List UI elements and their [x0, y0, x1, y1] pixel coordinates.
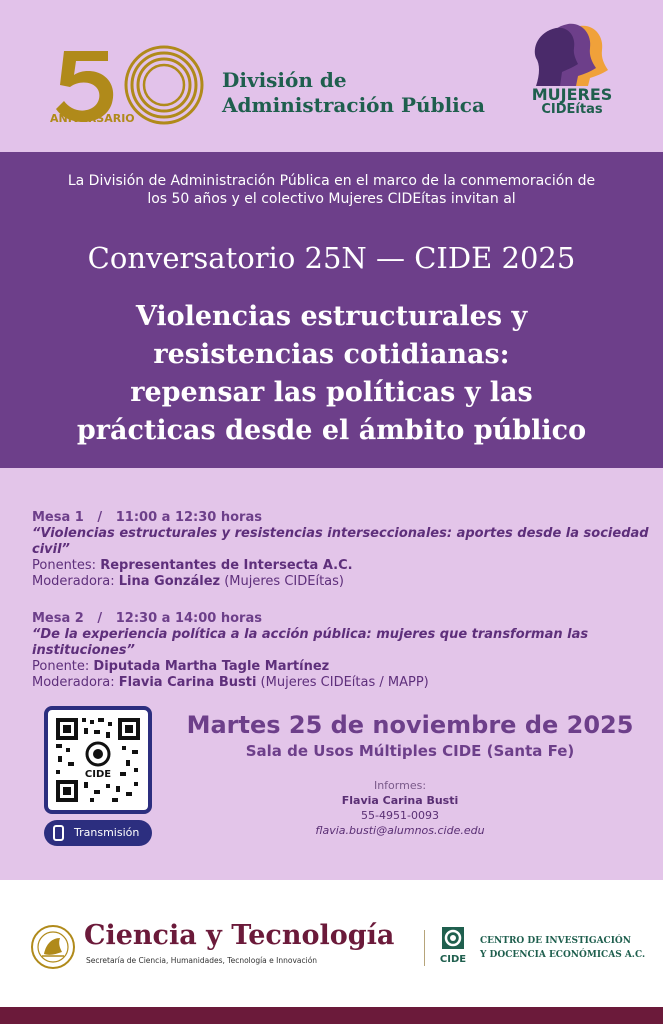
- panel-2-head: Mesa 2 / 12:30 a 14:00 horas: [32, 611, 262, 626]
- info-phone: 55-4951-0093: [361, 809, 439, 822]
- event-date: Martes 25 de noviembre de 2025: [186, 711, 634, 739]
- mujeres-sub: CIDEítas: [541, 102, 603, 117]
- subject-line1: Violencias estructurales y: [135, 301, 528, 332]
- title-band: [0, 152, 663, 468]
- moderator-label: Moderadora:: [32, 574, 119, 589]
- cide-logo: [438, 926, 468, 966]
- phone-icon: [53, 825, 64, 841]
- speakers-label: Ponente:: [32, 659, 94, 674]
- fifty-anniversary-logo: [46, 45, 216, 130]
- cide-full-line1: CENTRO DE INVESTIGACIÓN: [480, 936, 631, 946]
- anniversary-word: ANIVERSARIO: [50, 112, 135, 125]
- subject-line2: resistencias cotidianas:: [153, 339, 510, 370]
- qr-code-icon: [54, 716, 142, 804]
- cide-full-name: [480, 934, 645, 962]
- event-subject: [30, 298, 633, 450]
- division-title-line2: Administración Pública: [222, 93, 485, 117]
- moderator-org: (Mujeres CIDEítas / MAPP): [256, 675, 429, 690]
- women-profiles-icon: [532, 22, 612, 86]
- cide-full-line2: Y DOCENCIA ECONÓMICAS A.C.: [480, 950, 646, 960]
- contact-info: [280, 778, 520, 838]
- panel-1: [32, 510, 652, 590]
- event-venue: Sala de Usos Múltiples CIDE (Santa Fe): [245, 742, 575, 760]
- bottom-bar: [0, 1007, 663, 1024]
- cide-mark-icon: [441, 926, 465, 950]
- division-title-line1: División de: [222, 68, 347, 92]
- header: [0, 0, 663, 152]
- info-email[interactable]: flavia.busti@alumnos.cide.edu: [315, 824, 485, 837]
- info-name: Flavia Carina Busti: [341, 794, 459, 807]
- footer: [0, 880, 663, 1007]
- speakers-name: Diputada Martha Tagle Martínez: [93, 659, 330, 674]
- moderator-name: Lina González: [118, 574, 221, 589]
- panel-2-speakers: [32, 659, 652, 675]
- info-label: Informes:: [373, 779, 427, 792]
- panel-2-moderator: [32, 675, 652, 691]
- mexico-seal: [30, 924, 76, 970]
- intro-text: La División de Administración Pública en el marco de la conmemoración de los 50 años y el colectivo Mujeres CIDEítas invitan al: [67, 173, 596, 207]
- qr-cide-label: CIDE: [84, 769, 112, 780]
- footer-divider: [424, 930, 425, 966]
- panel-2: [32, 611, 652, 691]
- moderator-name: Flavia Carina Busti: [118, 675, 257, 690]
- ciencia-tecnologia-title: Ciencia y Tecnología: [84, 920, 395, 951]
- qr-code[interactable]: [44, 706, 152, 814]
- subject-line4: prácticas desde el ámbito público: [76, 415, 587, 446]
- panel-1-speakers: [32, 558, 652, 574]
- moderator-label: Moderadora:: [32, 675, 119, 690]
- moderator-org: (Mujeres CIDEítas): [220, 574, 344, 589]
- subject-line3: repensar las políticas y las: [130, 377, 533, 408]
- cide-word: CIDE: [439, 954, 467, 965]
- division-title: [222, 68, 485, 118]
- panel-2-title: “De la experiencia política a la acción pública: mujeres que transforman las instituciones”: [32, 627, 589, 658]
- event-name: Conversatorio 25N — CIDE 2025: [87, 241, 576, 275]
- panel-1-head: Mesa 1 / 11:00 a 12:30 horas: [32, 510, 262, 525]
- transmission-label: Transmisión: [74, 826, 140, 839]
- speakers-name: Representantes de Intersecta A.C.: [100, 558, 353, 573]
- panel-1-title: “Violencias estructurales y resistencias interseccionales: aportes desde la sociedad civil”: [32, 526, 649, 557]
- mujeres-name: MUJERES: [531, 85, 613, 104]
- mujeres-cideitas-logo: [522, 22, 622, 132]
- ciencia-tecnologia-subtitle: Secretaría de Ciencia, Humanidades, Tecnología e Innovación: [86, 956, 318, 965]
- panel-1-moderator: [32, 574, 652, 590]
- transmission-button[interactable]: [44, 820, 152, 846]
- speakers-label: Ponentes:: [32, 558, 101, 573]
